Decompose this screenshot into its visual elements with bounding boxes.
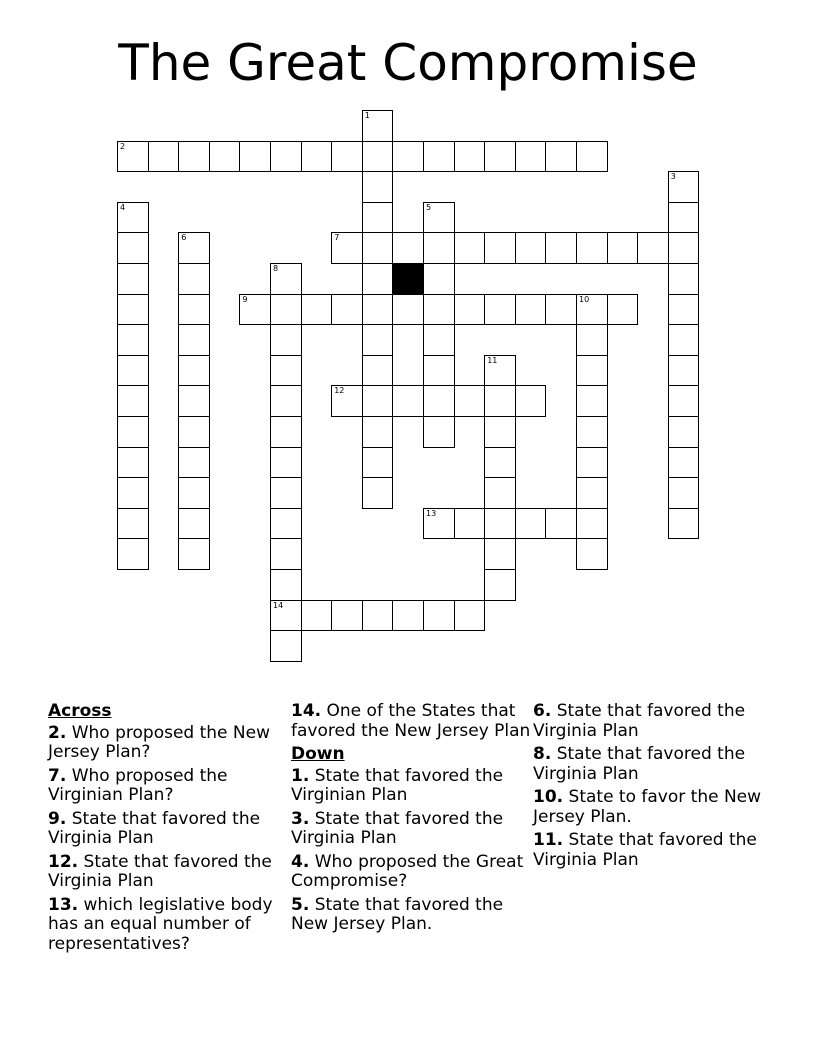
crossword-cell[interactable]	[392, 232, 424, 264]
crossword-cell[interactable]	[484, 294, 516, 326]
crossword-cell[interactable]	[270, 538, 302, 570]
crossword-cell[interactable]	[423, 508, 455, 540]
crossword-cell[interactable]	[270, 630, 302, 662]
clue-down-8: 8. State that favored the Virginia Plan	[533, 744, 746, 784]
crossword-cell[interactable]	[331, 232, 363, 264]
clue-number: 1	[364, 111, 370, 120]
clue-number: 2	[120, 141, 126, 151]
crossword-cell[interactable]	[178, 416, 210, 448]
crossword-cell[interactable]	[484, 508, 516, 540]
crossword-cell[interactable]	[423, 355, 455, 387]
crossword-cell[interactable]	[515, 232, 547, 264]
clue-down-6: 6. State that favored the Virginia Plan	[533, 701, 746, 741]
crossword-cell[interactable]	[484, 416, 516, 448]
across-heading: Across	[48, 701, 112, 721]
crossword-cell[interactable]	[362, 477, 394, 509]
clue-number: 3	[670, 172, 676, 182]
clue-across-13: 13. which legislative body has an equal number of representatives?	[48, 894, 273, 954]
crossword-cell[interactable]	[362, 385, 394, 417]
crossword-cell[interactable]	[331, 385, 363, 417]
crossword-cell[interactable]	[270, 385, 302, 417]
crossword-cell[interactable]	[117, 263, 149, 295]
crossword-cell[interactable]	[423, 600, 455, 632]
crossword-cell[interactable]	[454, 232, 486, 264]
crossword-cell[interactable]	[239, 141, 271, 173]
crossword-cell[interactable]	[484, 385, 516, 417]
clue-across-12: 12. State that favored the Virginia Plan	[48, 851, 272, 891]
crossword-cell[interactable]	[484, 355, 516, 387]
clue-column-2	[291, 702, 531, 939]
crossword-cell[interactable]	[423, 416, 455, 448]
clue-down-1: 1. State that favored the Virginian Plan	[291, 765, 504, 805]
crossword-cell[interactable]	[515, 141, 547, 173]
crossword-cell[interactable]	[515, 294, 547, 326]
clue-across-7: 7. Who proposed the Virginian Plan?	[48, 765, 228, 805]
crossword-cell[interactable]	[392, 385, 424, 417]
crossword-cell[interactable]	[392, 600, 424, 632]
crossword-cell[interactable]	[270, 263, 302, 295]
crossword-cell[interactable]	[668, 477, 700, 509]
crossword-cell[interactable]	[576, 232, 608, 264]
crossword-cell[interactable]	[117, 447, 149, 479]
crossword-cell[interactable]	[668, 171, 700, 203]
crossword-cell[interactable]	[576, 385, 608, 417]
crossword-cell[interactable]	[668, 263, 700, 295]
crossword-cell[interactable]	[362, 416, 394, 448]
crossword-cell[interactable]	[484, 141, 516, 173]
crossword-cell[interactable]	[576, 447, 608, 479]
crossword-cell[interactable]	[301, 294, 333, 326]
crossword-cell[interactable]	[515, 385, 547, 417]
crossword-cell[interactable]	[545, 508, 577, 540]
crossword-cell[interactable]	[392, 294, 424, 326]
crossword-cell[interactable]	[668, 324, 700, 356]
crossword-cell[interactable]	[362, 600, 394, 632]
crossword-cell[interactable]	[148, 141, 180, 173]
crossword-cell[interactable]	[637, 232, 669, 264]
crossword-cell[interactable]	[270, 508, 302, 540]
crossword-cell[interactable]	[331, 600, 363, 632]
crossword-cell[interactable]	[392, 141, 424, 173]
clue-number: 6	[181, 233, 187, 243]
crossword-cell[interactable]	[270, 355, 302, 387]
crossword-cell[interactable]	[178, 538, 210, 570]
crossword-cell[interactable]	[117, 508, 149, 540]
crossword-cell[interactable]	[668, 355, 700, 387]
crossword-cell[interactable]	[576, 508, 608, 540]
crossword-cell[interactable]	[270, 447, 302, 479]
crossword-cell[interactable]	[178, 232, 210, 264]
crossword-cell[interactable]	[668, 508, 700, 540]
clue-down-11: 11. State that favored the Virginia Plan	[533, 830, 757, 870]
crossword-cell[interactable]	[545, 232, 577, 264]
crossword-cell[interactable]	[239, 294, 271, 326]
crossword-cell[interactable]	[117, 141, 149, 173]
crossword-cell[interactable]	[668, 447, 700, 479]
crossword-cell[interactable]	[117, 477, 149, 509]
crossword-cell[interactable]	[362, 294, 394, 326]
crossword-cell[interactable]	[362, 447, 394, 479]
clue-number: 8	[273, 264, 279, 273]
crossword-cell[interactable]	[178, 477, 210, 509]
crossword-cell[interactable]	[454, 508, 486, 540]
crossword-cell[interactable]	[362, 110, 394, 142]
clue-across-9: 9. State that favored the Virginia Plan	[48, 808, 261, 848]
crossword-cell[interactable]	[607, 232, 639, 264]
crossword-cell[interactable]	[117, 416, 149, 448]
crossword-cell[interactable]	[576, 416, 608, 448]
crossword-cell[interactable]	[362, 263, 394, 295]
crossword-cell[interactable]	[270, 141, 302, 173]
crossword-cell[interactable]	[362, 141, 394, 173]
crossword-cell[interactable]	[607, 294, 639, 326]
crossword-cell[interactable]	[545, 294, 577, 326]
clue-down-3: 3. State that favored the Virginia Plan	[291, 808, 504, 848]
crossword-cell[interactable]	[423, 232, 455, 264]
crossword-cell[interactable]	[270, 569, 302, 601]
crossword-cell[interactable]	[484, 232, 516, 264]
crossword-cell[interactable]	[423, 263, 455, 295]
crossword-cell[interactable]	[117, 202, 149, 234]
crossword-cell[interactable]	[362, 171, 394, 203]
crossword-cell[interactable]	[576, 477, 608, 509]
crossword-cell[interactable]	[362, 202, 394, 234]
clue-down-10: 10. State to favor the New Jersey Plan.	[533, 787, 762, 827]
crossword-cell[interactable]	[484, 477, 516, 509]
crossword-cell[interactable]	[117, 385, 149, 417]
crossword-cell[interactable]	[270, 477, 302, 509]
crossword-cell[interactable]	[117, 538, 149, 570]
clue-number: 14	[273, 600, 284, 610]
crossword-cell[interactable]	[270, 600, 302, 632]
crossword-cell[interactable]	[117, 324, 149, 356]
crossword-cell[interactable]	[454, 385, 486, 417]
clue-down-5: 5. State that favored the New Jersey Plan.	[291, 894, 504, 934]
crossword-cell[interactable]	[484, 569, 516, 601]
crossword-cell[interactable]	[515, 508, 547, 540]
crossword-cell[interactable]	[454, 600, 486, 632]
crossword-cell[interactable]	[668, 232, 700, 264]
crossword-cell[interactable]	[454, 294, 486, 326]
crossword-cell[interactable]	[178, 324, 210, 356]
clue-number: 7	[334, 233, 340, 243]
crossword-cell[interactable]	[423, 294, 455, 326]
crossword-cell[interactable]	[484, 538, 516, 570]
crossword-cell[interactable]	[178, 294, 210, 326]
crossword-cell[interactable]	[362, 355, 394, 387]
crossword-cell[interactable]	[545, 141, 577, 173]
crossword-cell[interactable]	[117, 355, 149, 387]
black-square	[392, 263, 424, 295]
crossword-cell[interactable]	[484, 447, 516, 479]
crossword-cell[interactable]	[576, 355, 608, 387]
clue-column-3	[533, 702, 773, 874]
crossword-cell[interactable]	[454, 141, 486, 173]
crossword-cell[interactable]	[209, 141, 241, 173]
crossword-cell[interactable]	[668, 202, 700, 234]
clue-column-1	[48, 702, 288, 958]
clue-across-2: 2. Who proposed the New Jersey Plan?	[48, 722, 270, 762]
clue-number: 13	[426, 508, 437, 518]
crossword-cell[interactable]	[117, 232, 149, 264]
crossword-cell[interactable]	[576, 324, 608, 356]
clue-down-4: 4. Who proposed the Great Compromise?	[291, 851, 524, 891]
clue-number: 5	[426, 202, 432, 212]
crossword-cell[interactable]	[668, 416, 700, 448]
crossword-cell[interactable]	[668, 294, 700, 326]
crossword-cell[interactable]	[331, 141, 363, 173]
crossword-cell[interactable]	[423, 141, 455, 173]
crossword-cell[interactable]	[178, 447, 210, 479]
crossword-cell[interactable]	[178, 263, 210, 295]
crossword-cell[interactable]	[423, 385, 455, 417]
crossword-cell[interactable]	[270, 416, 302, 448]
crossword-cell[interactable]	[362, 232, 394, 264]
crossword-cell[interactable]	[178, 508, 210, 540]
crossword-cell[interactable]	[423, 202, 455, 234]
clue-number: 12	[334, 386, 345, 396]
crossword-cell[interactable]	[270, 324, 302, 356]
page-title: The Great Compromise	[118, 34, 698, 92]
crossword-cell[interactable]	[423, 324, 455, 356]
clue-across-14: 14. One of the States that favored the New Jersey Plan	[291, 701, 531, 741]
crossword-cell[interactable]	[331, 294, 363, 326]
crossword-cell[interactable]	[117, 294, 149, 326]
crossword-cell[interactable]	[576, 294, 608, 326]
down-heading: Down	[291, 744, 345, 764]
crossword-cell[interactable]	[576, 538, 608, 570]
crossword-cell[interactable]	[362, 324, 394, 356]
crossword-cell[interactable]	[178, 385, 210, 417]
crossword-cell[interactable]	[178, 141, 210, 173]
clue-number: 11	[487, 355, 498, 365]
clue-number: 4	[120, 202, 126, 212]
crossword-cell[interactable]	[576, 141, 608, 173]
crossword-cell[interactable]	[270, 294, 302, 326]
crossword-cell[interactable]	[301, 141, 333, 173]
crossword-cell[interactable]	[668, 385, 700, 417]
crossword-cell[interactable]	[178, 355, 210, 387]
crossword-cell[interactable]	[301, 600, 333, 632]
clue-number: 10	[579, 294, 590, 304]
clue-number: 9	[242, 294, 248, 304]
